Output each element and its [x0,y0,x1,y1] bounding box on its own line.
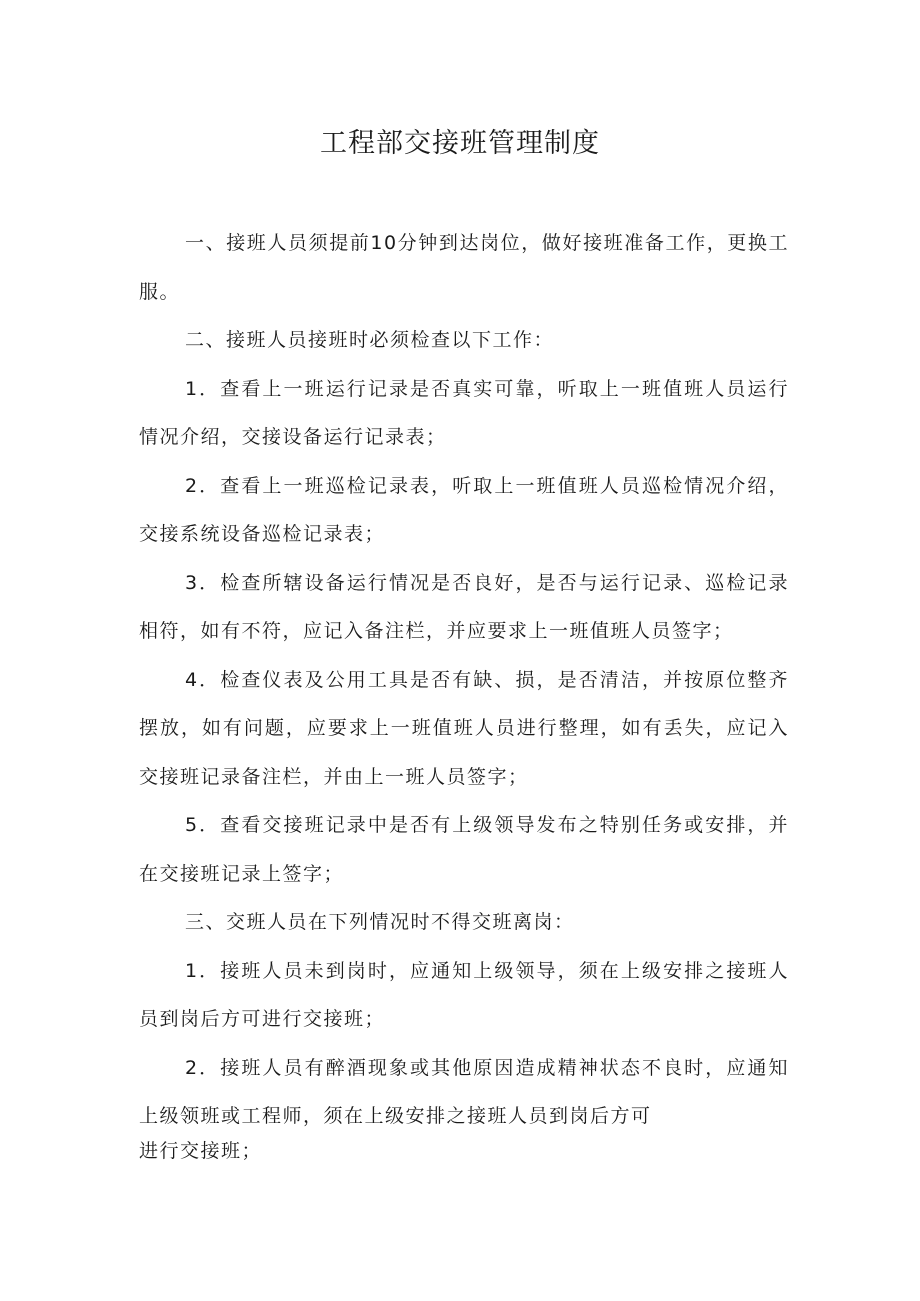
document-body [139,219,789,1164]
paragraph-10-tail: 进行交接班； [139,1139,263,1162]
paragraph-5: 3．检查所辖设备运行情况是否良好，是否与运行记录、巡检记录相符，如有不符，应记入备注栏，并应要求上一班值班人员签字； [139,571,789,642]
paragraph-10-main: 2．接班人员有醉酒现象或其他原因造成精神状态不良时，应通知上级领班或工程师，须在上级安排之接班人员到岗后方可 [139,1056,789,1127]
paragraph-1: 一、接班人员须提前10分钟到达岗位，做好接班准备工作，更换工服。 [139,232,789,303]
paragraph-7: 5．查看交接班记录中是否有上级领导发布之特别任务或安排，并在交接班记录上签字； [139,814,789,885]
paragraph-2: 二、接班人员接班时必须检查以下工作： [185,329,555,351]
paragraph-4: 2．查看上一班巡检记录表，听取上一班值班人员巡检情况介绍，交接系统设备巡检记录表； [139,474,789,545]
paragraph-8: 三、交班人员在下列情况时不得交班离岗： [185,911,575,933]
paragraph-9: 1．接班人员未到岗时，应通知上级领导，须在上级安排之接班人员到岗后方可进行交接班； [139,959,789,1030]
paragraph-3: 1．查看上一班运行记录是否真实可靠，听取上一班值班人员运行情况介绍，交接设备运行记录表； [139,377,789,448]
paragraph-10 [139,1044,789,1164]
document-title: 工程部交接班管理制度 [320,128,600,159]
paragraph-6: 4．检查仪表及公用工具是否有缺、损，是否清洁，并按原位整齐摆放，如有问题，应要求上一班值班人员进行整理，如有丢失，应记入交接班记录备注栏，并由上一班人员签字； [139,668,789,788]
